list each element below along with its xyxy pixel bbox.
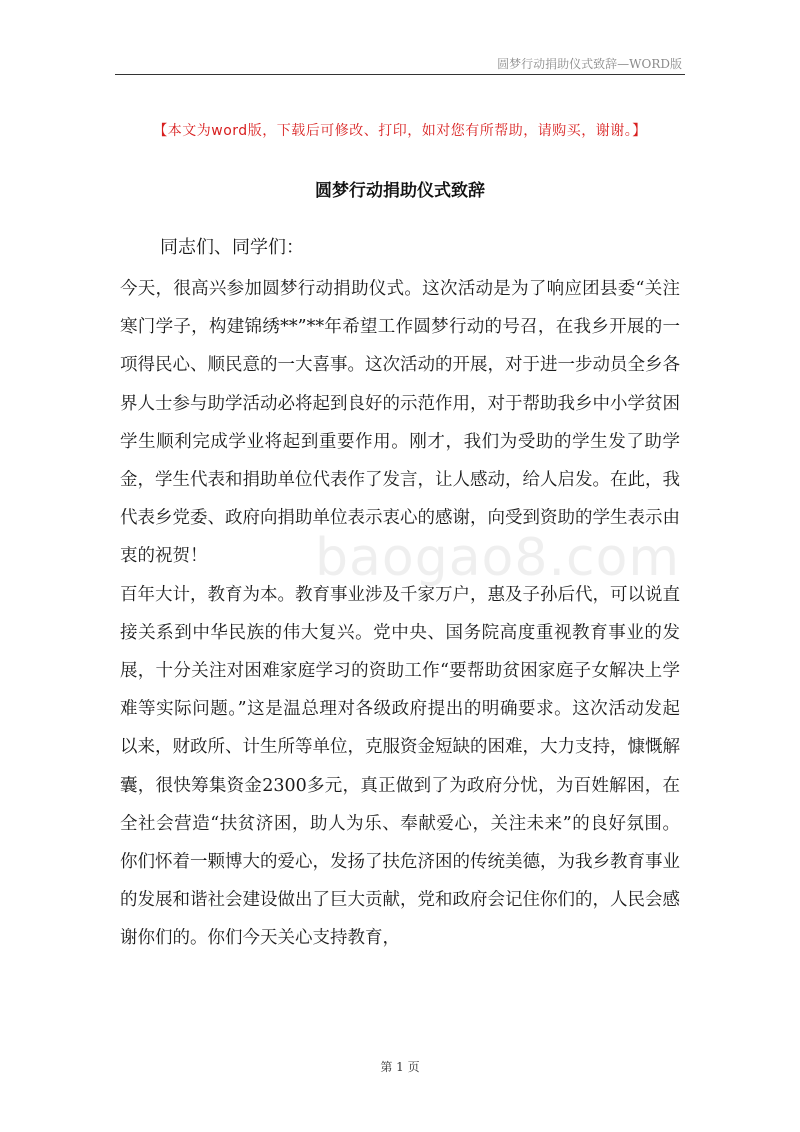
salutation: 同志们、同学们： xyxy=(160,237,304,258)
header-divider xyxy=(115,74,685,75)
document-body xyxy=(120,270,680,958)
body-paragraph-2: 百年大计，教育为本。教育事业涉及千家万户，惠及子孙后代，可以说直接关系到中华民族的伟大复兴。党中央、国务院高度重视教育事业的发展，十分关注对困难家庭学习的资助工作“要帮助贫困家庭子女解决上学难等实际问题。”这是温总理对各级政府提出的明确要求。这次活动发起以来，财政所、计生所等单位，克服资金短缺的困难，大力支持，慷慨解囊，很快筹集资金2300多元，真正做到了为政府分忧，为百姓解困，在全社会营造“扶贫济困，助人为乐、奉献爱心，关注未来”的良好氛围。你们怀着一颗博大的爱心，发扬了扶危济困的传统美德，为我乡教育事业的发展和谐社会建设做出了巨大贡献，党和政府会记住你们的，人民会感谢你们的。你们今天关心支持教育， xyxy=(120,584,680,949)
document-title: 圆梦行动捐助仪式致辞 xyxy=(315,181,485,201)
running-header: 圆梦行动捐助仪式致辞—WORD版 xyxy=(497,57,682,71)
watermark: baogao8.com xyxy=(315,528,681,588)
purchase-notice: 【本文为word版，下载后可修改、打印，如对您有所帮助，请购买，谢谢。】 xyxy=(153,123,647,139)
page-number: 第 1 页 xyxy=(380,1060,420,1074)
body-paragraph-1: 今天，很高兴参加圆梦行动捐助仪式。这次活动是为了响应团县委“关注寒门学子，构建锦绣**”**年希望工作圆梦行动的号召，在我乡开展的一项得民心、顺民意的一大喜事。这次活动的开展，对于进一步动员全乡各界人士参与助学活动必将起到良好的示范作用，对于帮助我乡中小学贫困学生顺利完成学业将起到重要作用。刚才，我们为受助的学生发了助学金，学生代表和捐助单位代表作了发言，让人感动，给人启发。在此，我代表乡党委、政府向捐助单位表示衷心的感谢，向受到资助的学生表示由衷的祝贺！ xyxy=(120,279,680,567)
